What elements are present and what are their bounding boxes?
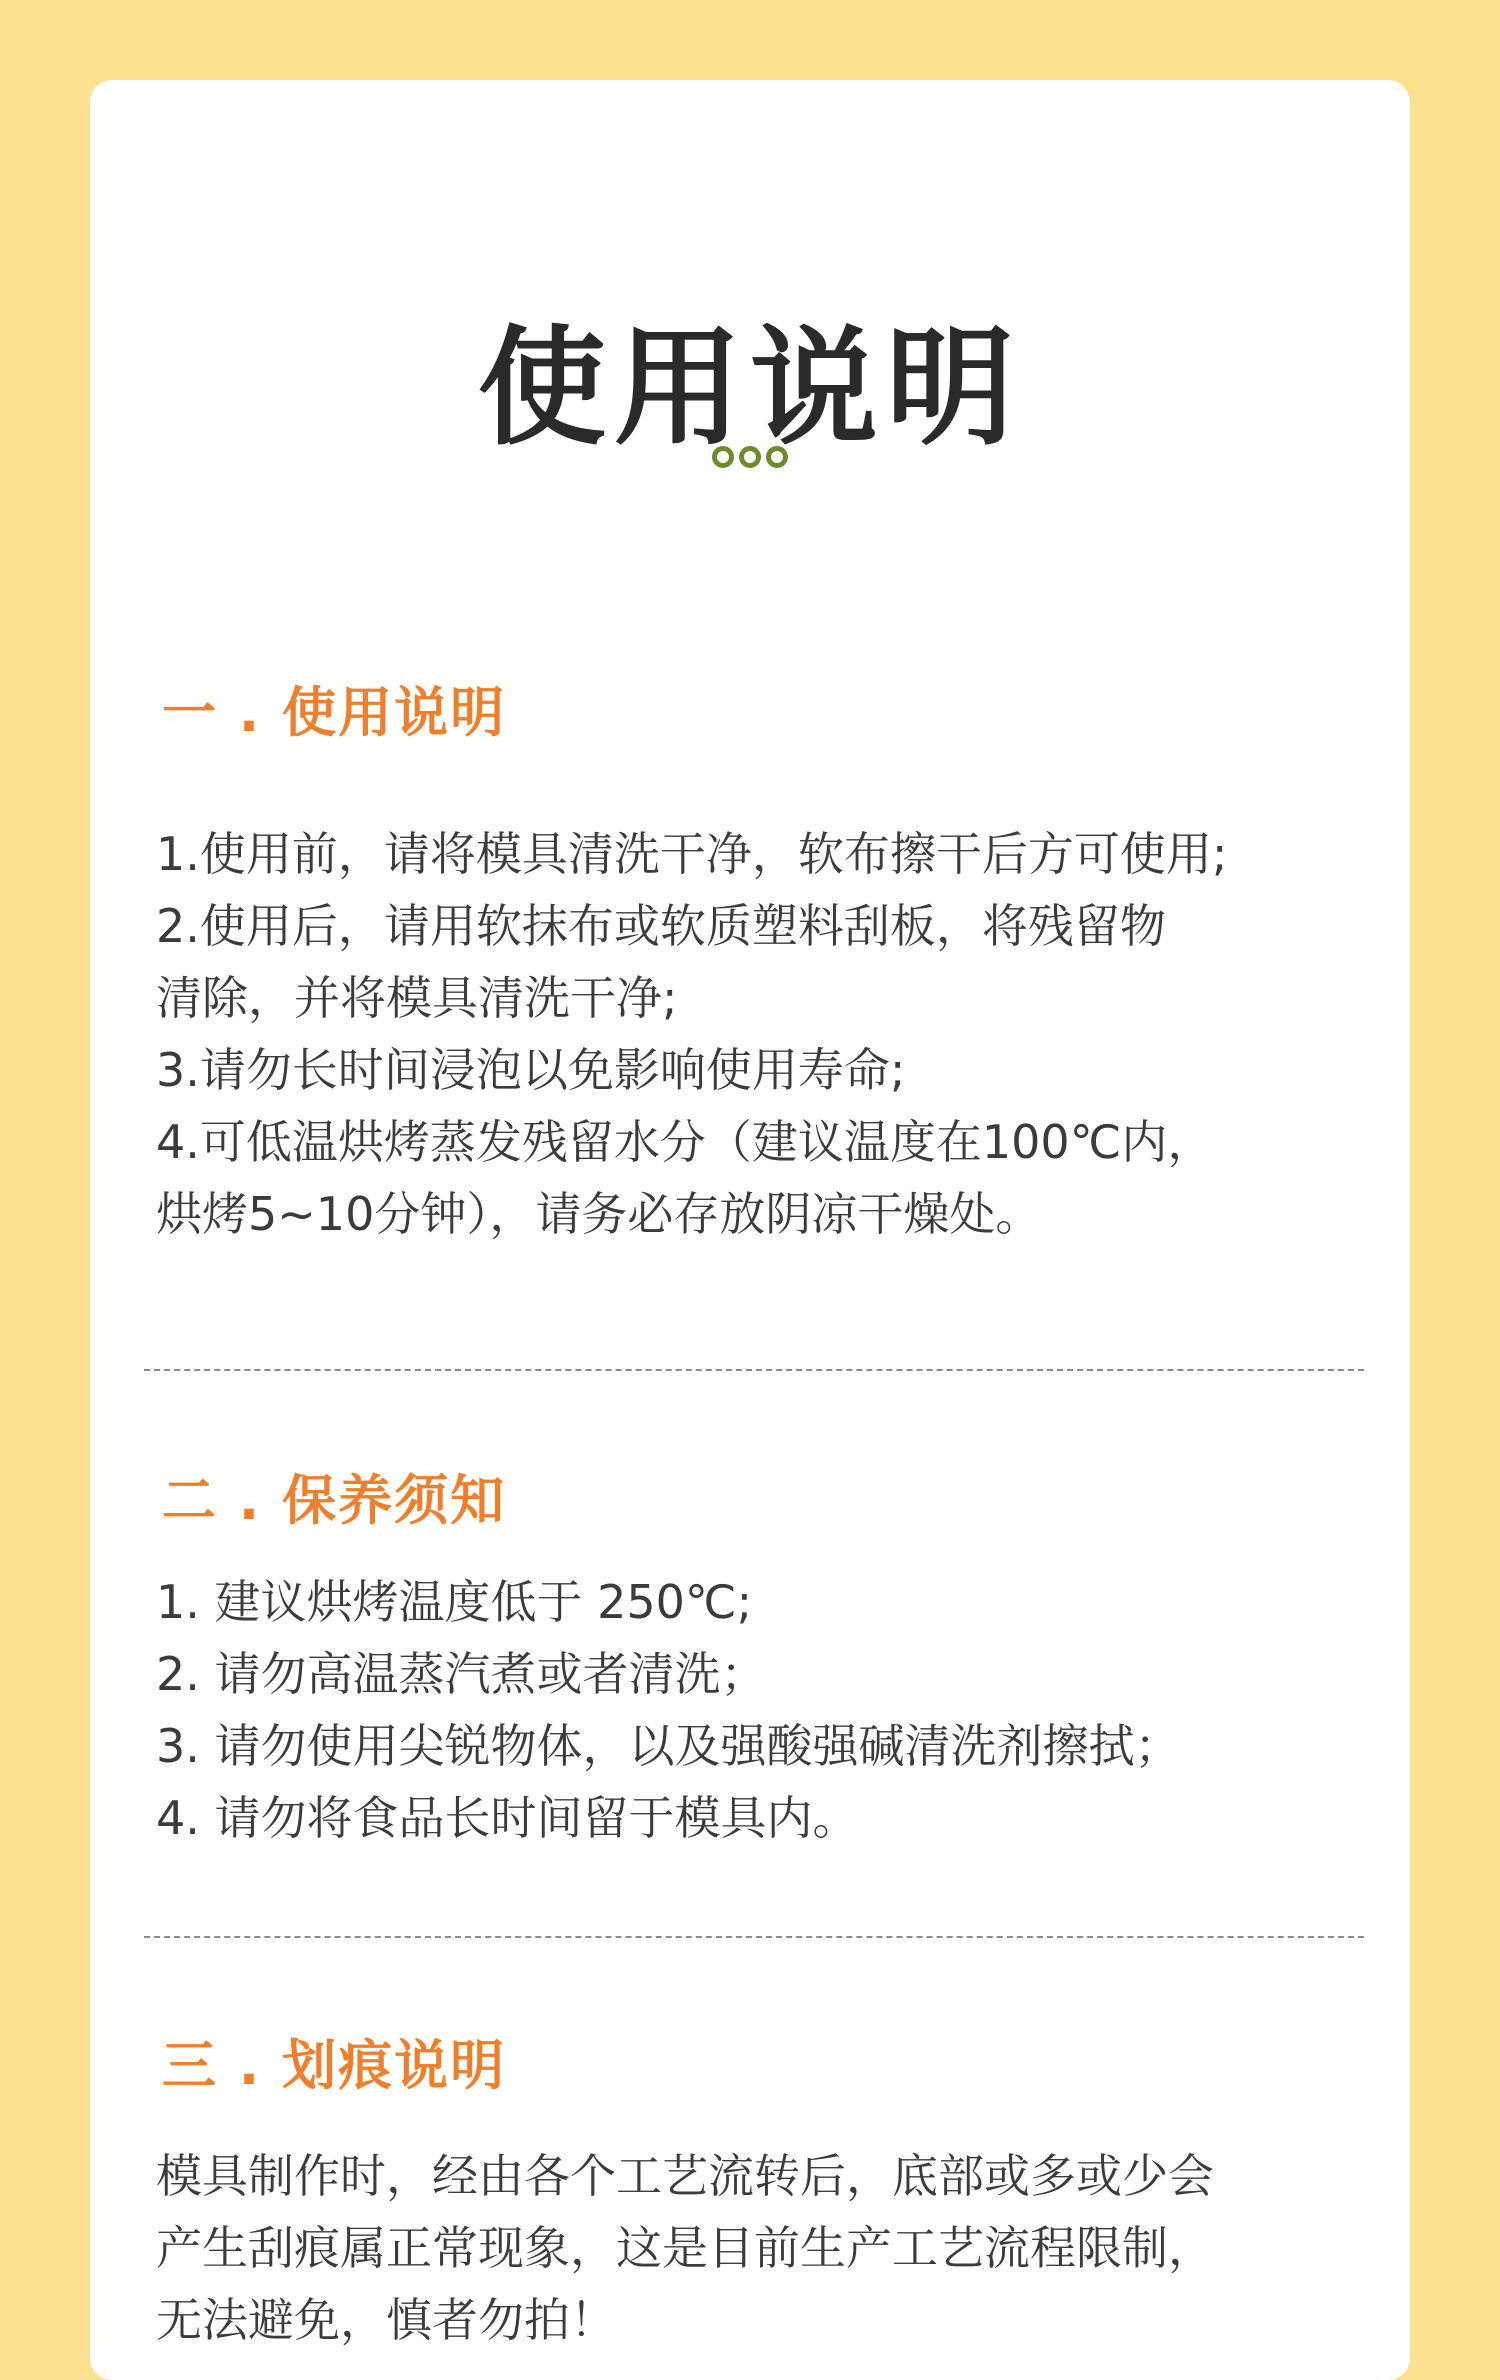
circle-icon <box>766 446 788 468</box>
text-line: 1.使用前，请将模具清洗干净，软布擦干后方可使用; <box>156 827 1228 881</box>
page-title: 使用说明 <box>477 314 1022 463</box>
dashed-divider <box>144 1936 1364 1938</box>
circle-icon <box>739 446 761 468</box>
text-line: 2.使用后，请用软抹布或软质塑料刮板，将残留物 <box>156 899 1166 953</box>
dashed-divider <box>144 1369 1364 1371</box>
text-line: 3.请勿长时间浸泡以免影响使用寿命; <box>156 1043 906 1097</box>
section-heading-usage: 一 . 使用说明 <box>162 681 507 744</box>
text-line: 1. 建议烘烤温度低于 250℃; <box>156 1575 753 1629</box>
text-line: 无法避免，慎者勿拍！ <box>156 2293 616 2347</box>
decorative-dots <box>0 446 1500 468</box>
text-line: 3. 请勿使用尖锐物体，以及强酸强碱清洗剂擦拭； <box>156 1719 1181 1773</box>
section-body-usage <box>156 818 1386 1250</box>
text-line: 4.可低温烘烤蒸发残留水分（建议温度在100℃内， <box>156 1115 1214 1169</box>
section-heading-care: 二 . 保养须知 <box>162 1469 507 1532</box>
text-line: 烘烤5~10分钟），请务必存放阴凉干燥处。 <box>156 1187 1042 1241</box>
section-heading-scratches: 三 . 划痕说明 <box>162 2034 507 2097</box>
circle-icon <box>712 446 734 468</box>
text-line: 产生刮痕属正常现象，这是目前生产工艺流程限制， <box>156 2221 1214 2275</box>
section-body-scratches <box>156 2140 1386 2356</box>
text-line: 清除，并将模具清洗干净; <box>156 971 678 1025</box>
text-line: 4. 请勿将食品长时间留于模具内。 <box>156 1791 859 1845</box>
text-line: 模具制作时，经由各个工艺流转后，底部或多或少会 <box>156 2149 1214 2203</box>
text-line: 2. 请勿高温蒸汽煮或者清洗； <box>156 1647 767 1701</box>
section-body-care <box>156 1566 1386 1854</box>
